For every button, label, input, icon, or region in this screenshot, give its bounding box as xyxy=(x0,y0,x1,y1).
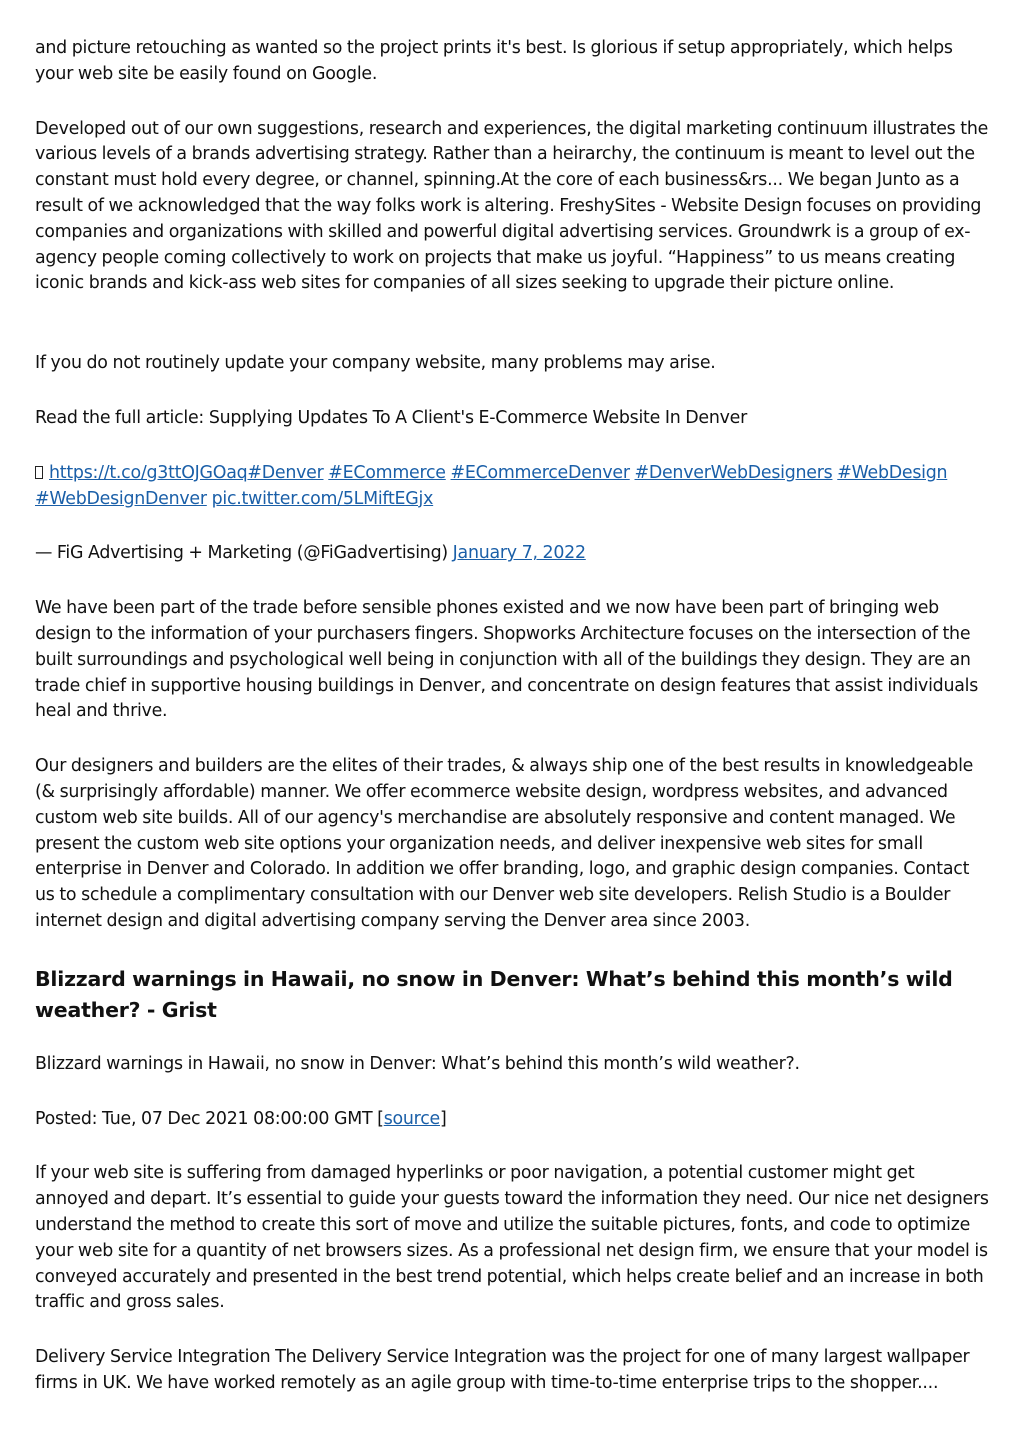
posted-bracket-close: ] xyxy=(439,1108,447,1129)
paragraph-delivery-service: Delivery Service Integration The Delivery Service Integration was the project for one of many largest wallpaper firms in UK. We have worked remotely as an agile group with time-to-time enterprise trips to the shopper.... xyxy=(35,1347,970,1393)
paragraph-marketing-continuum: Developed out of our own suggestions, research and experiences, the digital marketing continuum illustrates the various levels of a brands advertising strategy. Rather than a heirarchy, the continuum is meant to level out the constant must hold every degree, or channel, spinning.At the core of each business&rs... We began Junto as a result of we acknowledged that the way folks work is altering. FreshySites - Website Design focuses on providing companies and organizations with skilled and powerful digital advertising services. Groundwrk is a group of ex-agency people coming collectively to work on projects that make us joyful. “Happiness” to us means creating iconic brands and kick-ass web sites for companies of all sizes seeking to upgrade their picture online. xyxy=(35,118,989,294)
source-link[interactable]: source xyxy=(383,1108,440,1129)
tweet-attribution xyxy=(35,541,990,567)
paragraph-navigation: If your web site is suffering from damaged hyperlinks or poor navigation, a potential customer might get annoyed and depart. It’s essential to guide your guests toward the information they need. Our nice net designers understand the method to create this sort of move and utilize the suitable pictures, fonts, and code to optimize your web site for a quantity of net browsers sizes. As a professional net design firm, we ensure that your model is conveyed accurately and presented in the best trend potential, which helps create belief and an increase in both traffic and gross sales. xyxy=(35,1163,989,1313)
tweet-picture-link[interactable]: pic.twitter.com/5LMiftEGjx xyxy=(211,488,434,509)
posted-date-text: Posted: Tue, 07 Dec 2021 08:00:00 GMT [ xyxy=(35,1108,384,1129)
hashtag-ecommerce-denver-link[interactable]: #ECommerceDenver xyxy=(450,462,630,483)
hashtag-denver-web-designers-link[interactable]: #DenverWebDesigners xyxy=(634,462,833,483)
paragraph-update-warning: If you do not routinely update your company website, many problems may arise. xyxy=(35,353,716,374)
posted-line xyxy=(35,1107,990,1133)
missing-glyph-icon xyxy=(35,466,43,479)
paragraph-intro: and picture retouching as wanted so the project prints it's best. Is glorious if setup appropriately, which helps your web site be easily found on Google. xyxy=(35,38,953,84)
tweet-date-link[interactable]: January 7, 2022 xyxy=(452,543,586,564)
paragraph-designers-builders: Our designers and builders are the elites of their trades, & always ship one of the best results in knowledgeable (& surprisingly affordable) manner. We offer ecommerce website design, wordpress websites, and advanced custom web site builds. All of our agency's merchandise are absolutely responsive and content managed. We present the custom web site options your organization needs, and deliver inexpensive web sites for small enterprise in Denver and Colorado. In addition we offer branding, logo, and graphic design companies. Contact us to schedule a complimentary consultation with our Denver web site developers. Relish Studio is a Boulder internet design and digital advertising company serving the Denver area since 2003. xyxy=(35,756,974,931)
paragraph-blizzard-summary: Blizzard warnings in Hawaii, no snow in Denver: What’s behind this month’s wild weather?. xyxy=(35,1053,800,1074)
article-heading: Blizzard warnings in Hawaii, no snow in Denver: What’s behind this month’s wild weather? - Grist xyxy=(35,966,953,1022)
paragraph-shopworks: We have been part of the trade before sensible phones existed and we now have been part of bringing web design to the information of your purchasers fingers. Shopworks Architecture focuses on the intersection of the built surroundings and psychological well being in conjunction with all of the buildings they design. They are an trade chief in supportive housing buildings in Denver, and concentrate on design features that assist individuals heal and thrive. xyxy=(35,598,979,722)
tweet-short-link[interactable]: https://t.co/g3ttOJGOaq xyxy=(49,462,248,483)
tweet-author-text: — FiG Advertising + Marketing (@FiGadvertising) xyxy=(35,543,448,564)
hashtag-webdesign-link[interactable]: #WebDesign xyxy=(837,462,948,483)
tweet-links-line xyxy=(35,461,990,513)
hashtag-webdesign-denver-link[interactable]: #WebDesignDenver xyxy=(35,488,207,509)
hashtag-denver-link[interactable]: #Denver xyxy=(247,462,324,483)
hashtag-ecommerce-link[interactable]: #ECommerce xyxy=(328,462,446,483)
paragraph-read-full-article: Read the full article: Supplying Updates To A Client's E-Commerce Website In Denver xyxy=(35,407,748,428)
